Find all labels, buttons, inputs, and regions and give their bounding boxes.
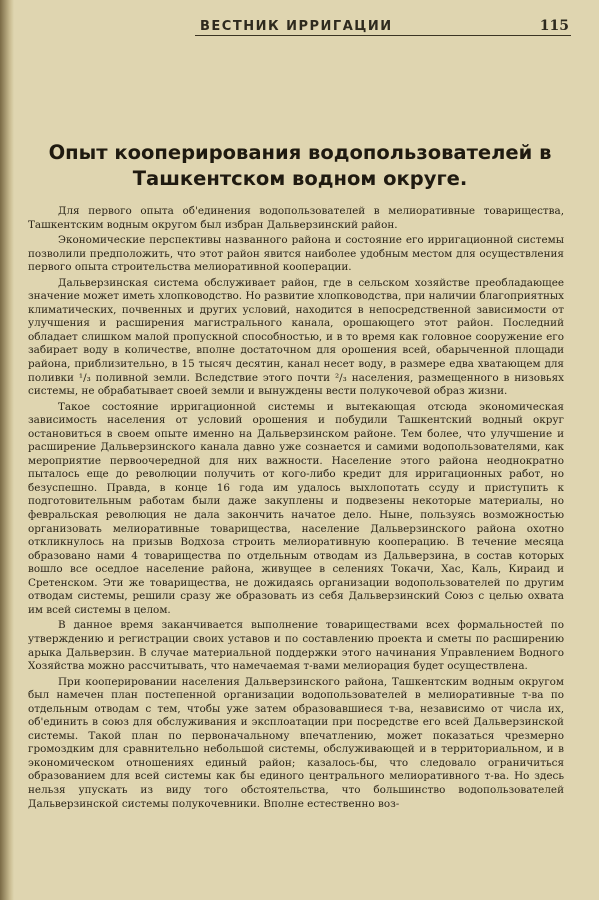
- running-head: [200, 14, 569, 34]
- paragraph: Для первого опыта об'единения водопользователей в мелиоративные товарищества, Ташкентским водным округом был избран Дальверзинский район.: [28, 205, 564, 231]
- journal-title: ВЕСТНИК ИРРИГАЦИИ: [200, 19, 393, 34]
- page-gutter: [0, 0, 14, 900]
- paragraph: При кооперировании населения Дальверзинского района, Ташкентским водным округом был намечен план постепенной организации водопользователей в мелиоративные т-ва по отдельным отводам с тем, чтобы уже затем образовавшиеся т-ва, независимо от числа их, об'единить в союз для обслуживания и эксплоатации при посредстве его всей Дальверзинской системы. Такой план по первоначальному впечатлению, может показаться чрезмерно громоздким для сравнительно небольшой системы, обслуживающей и в территориальном, и в экономическом отношениях единый район; казалось-бы, что следовало ограничиться образованием для всей системы как бы единого центрального мелиоративного т-ва. Но здесь нельзя упускать из виду того обстоятельства, что большинство водопользователей Дальверзинской системы полукочевники. Вполне естественно воз-: [28, 675, 564, 810]
- page-number: 115: [539, 18, 569, 34]
- article-title: Опыт кооперирования водопользователей в Ташкентском водном округе.: [48, 141, 552, 190]
- header-rule: [195, 35, 571, 36]
- paragraph: Дальверзинская система обслуживает район, где в сельском хозяйстве преобладающее значение может иметь хлопководство. Но развитие хлопководства, при наличии благоприятных климатических, почвенных и других условий, находится в непосредственной зависимости от улучшения и расширения магистрального канала, орошающего этот район. Последний обладает слишком малой пропускной способностью, и в то время как головное сооружение его забирает воду в количестве, вполне достаточном для орошения всей, обарыченной площади района, приблизительно, в 15 тысяч десятин, канал несет воду, в размере едва хватающем для поливки ¹/₃ поливной земли. Вследствие этого почти ²/₃ населения, размещенного в низовьях системы, не обрабатывает своей земли и вынуждены вести полукочевой образ жизни.: [28, 276, 564, 398]
- paragraph: Такое состояние ирригационной системы и вытекающая отсюда экономическая зависимость населения от условий орошения и побудили Ташкентский водный округ остановиться в своем опыте именно на Дальверзинском районе. Тем более, что улучшение и расширение Дальверзинского канала давно уже сознается и самими водопользователями, как мероприятие первоочередной для них важности. Население этого района неоднократно пыталось еще до революции получить от кого-либо кредит для ирригационных работ, но безуспешно. Правда, в конце 16 года им удалось выхлопотать ссуду и приступить к подготовительным работам были даже закуплены и подвезены некоторые материалы, но февральская революция не дала закончить начатое дело. Ныне, пользуясь возможностью организовать мелиоративные товарищества, население Дальверзинского района охотно откликнулось на призыв Водхоза строить мелиоративную кооперацию. В течение месяца образовано нами 4 товарищества по отдельным отводам из Дальверзина, в состав которых вошло все оседлое население района, живущее в селениях Токачи, Хас, Каль, Кираид и Сретенском. Эти же товарищества, не дожидаясь организации водопользователей по другим отводам системы, решили сразу же образовать из себя Дальверзинский Союз с целью охвата им всей системы в целом.: [28, 400, 564, 616]
- article-body: [28, 205, 564, 813]
- paragraph: Экономические перспективы названного района и состояние его ирригационной системы позволили предположить, что этот район явится наиболее удобным местом для осуществления первого опыта строительства мелиоративной кооперации.: [28, 234, 564, 274]
- paragraph: В данное время заканчивается выполнение товариществами всех формальностей по утверждению и регистрации своих уставов и по составлению проекта и сметы по расширению арыка Дальверзин. В случае материальной поддержки этого начинания Управлением Водного Хозяйства можно рассчитывать, что намечаемая т-вами мелиорация будет осуществлена.: [28, 619, 564, 673]
